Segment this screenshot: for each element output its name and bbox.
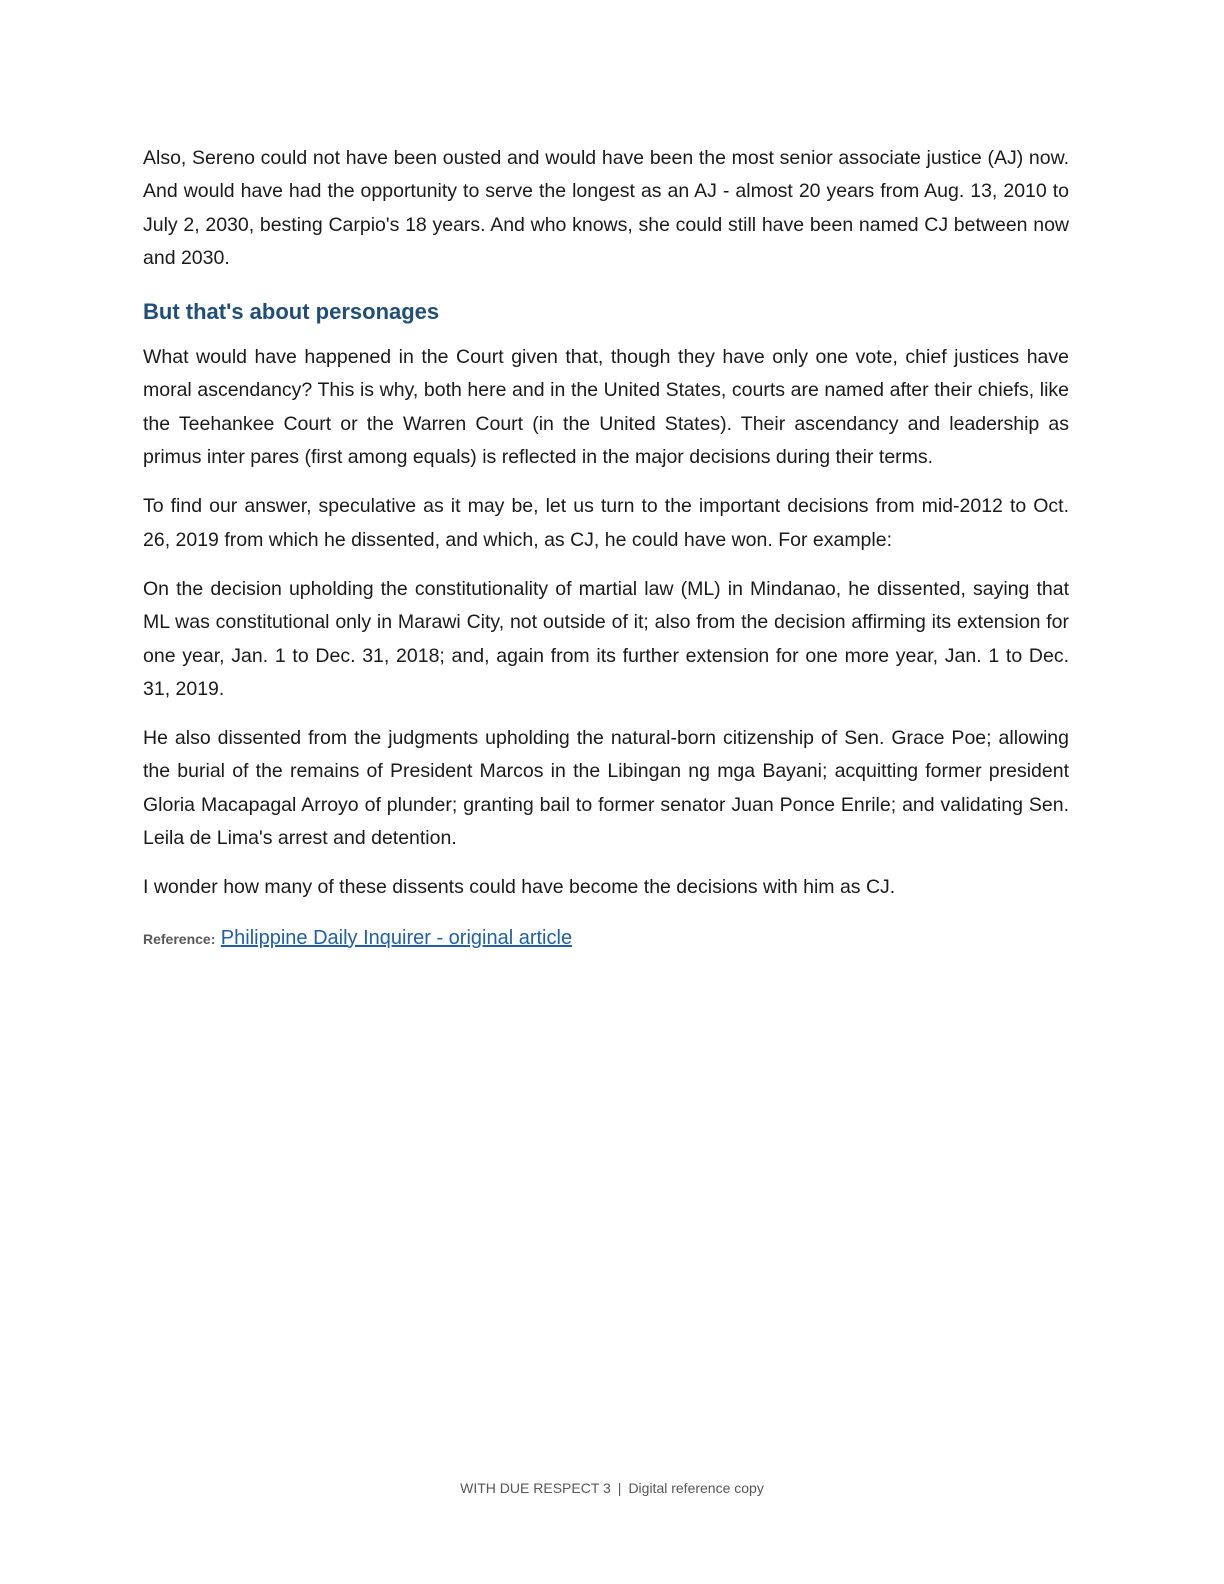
- reference-link[interactable]: Philippine Daily Inquirer - original article: [220, 926, 573, 949]
- page-footer: [0, 1480, 1224, 1496]
- reference-line: [143, 923, 1069, 954]
- paragraph-conclusion: I wonder how many of these dissents could have become the decisions with him as CJ.: [143, 876, 896, 899]
- section-heading: But that's about personages: [143, 299, 440, 325]
- footer-separator: |: [617, 1480, 622, 1496]
- footer-note: Digital reference copy: [628, 1480, 764, 1496]
- paragraph-dissents: He also dissented from the judgments upholding the natural-born citizenship of Sen. Grace Poe; allowing the burial of the remains of President Marcos in the Libingan ng mga Bayani; acquitting former president Gloria Macapagal Arroyo of plunder; granting bail to former senator Juan Ponce Enrile; and validating Sen. Leila de Lima's arrest and detention.: [143, 727, 1069, 850]
- reference-label: Reference:: [143, 930, 216, 947]
- paragraph-find-answer: To find our answer, speculative as it may be, let us turn to the important decisions from mid-2012 to Oct. 26, 2019 from which he dissented, and which, as CJ, he could have won. For example:: [143, 495, 1069, 551]
- article-body: [143, 142, 1069, 954]
- paragraph-martial-law: On the decision upholding the constitutionality of martial law (ML) in Mindanao, he dissented, saying that ML was constitutional only in Marawi City, not outside of it; also from the decision affirming its extension for one year, Jan. 1 to Dec. 31, 2018; and, again from its further extension for one more year, Jan. 1 to Dec. 31, 2019.: [143, 577, 1069, 700]
- footer-title: WITH DUE RESPECT 3: [460, 1480, 611, 1496]
- paragraph-sereno: Also, Sereno could not have been ousted and would have been the most senior associate justice (AJ) now. And would have had the opportunity to serve the longest as an AJ - almost 20 years from Aug. 13, 2010 to July 2, 2030, besting Carpio's 18 years. And who knows, she could still have been named CJ between now and 2030.: [143, 147, 1069, 269]
- paragraph-moral-ascendancy: What would have happened in the Court given that, though they have only one vote, chief justices have moral ascendancy? This is why, both here and in the United States, courts are named after their chiefs, like the Teehankee Court or the Warren Court (in the United States). Their ascendancy and leadership as primus inter pares (first among equals) is reflected in the major decisions during their terms.: [143, 346, 1069, 469]
